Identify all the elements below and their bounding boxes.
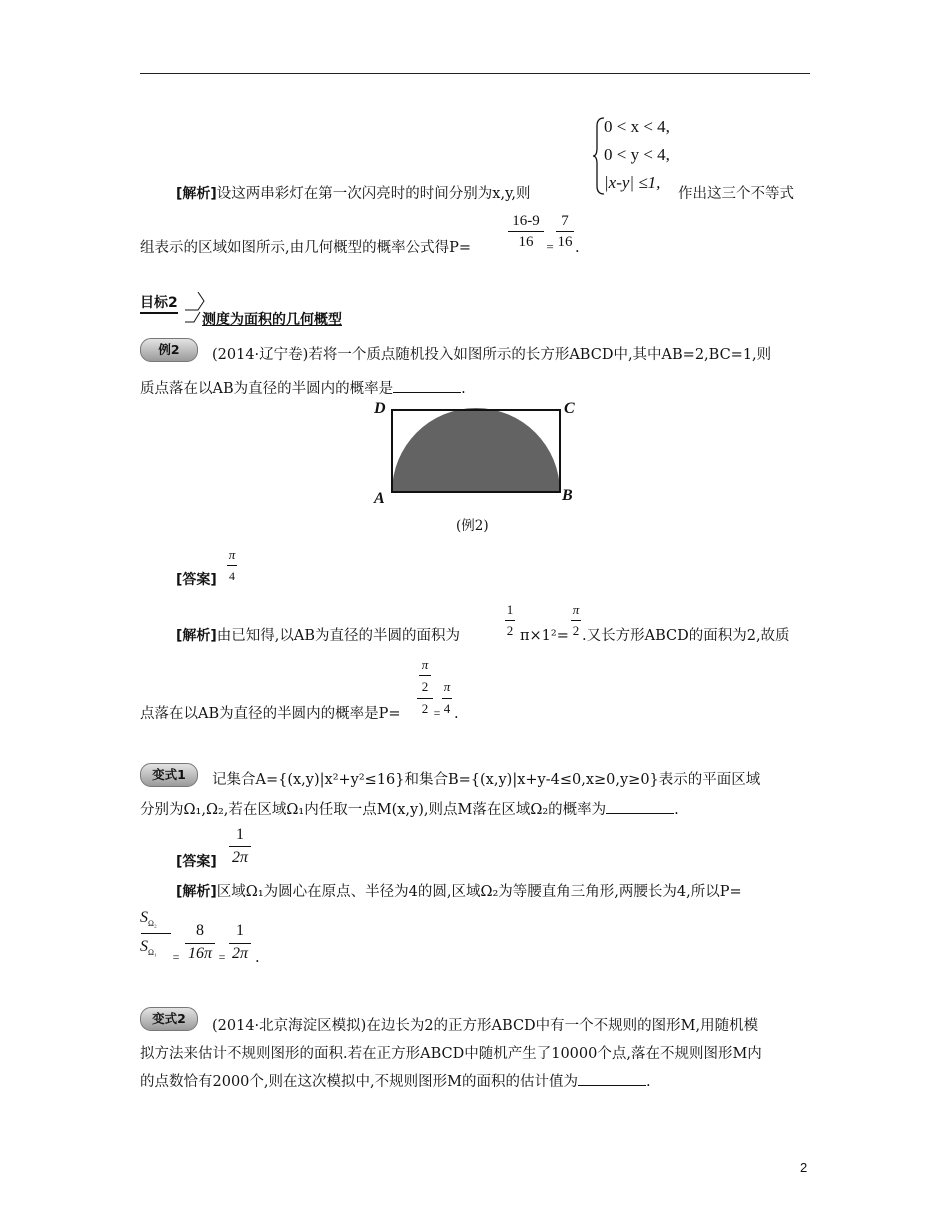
sol2-f3-num: π (443, 679, 451, 694)
nested-den: 2 (421, 701, 429, 716)
v1-eq1: = (172, 950, 180, 964)
system-line-2: 0 < y < 4, (604, 145, 670, 164)
sol-f1-den: 2 (506, 623, 514, 638)
variant2-badge: 变式2 (140, 1007, 198, 1031)
solution1-line1: [解析]设这两串彩灯在第一次闪亮时的时间分别为x,y,则 (176, 186, 531, 202)
frac2-num: 7 (561, 213, 569, 229)
variant2-text2: 拟方法来估计不规则图形的面积.若在正方形ABCD中随机产生了10000个点,落在不规则图形M内 (140, 1046, 762, 1062)
variant1-badge: 变式1 (140, 763, 198, 787)
analysis-label: [解析] (176, 186, 217, 202)
nested-top-den: 2 (421, 679, 429, 694)
v1-f2-bar (185, 943, 215, 944)
system-line-1: 0 < x < 4, (604, 117, 670, 136)
sol2-f3-den: 4 (443, 701, 451, 716)
v1-answer-num: 1 (236, 826, 244, 843)
semicircle-figure (390, 408, 562, 494)
v1-answer-den: 2π (231, 849, 248, 866)
v1-answer-bar (229, 846, 251, 847)
frac2-den: 16 (557, 234, 573, 250)
goal-title: 测度为面积的几何概型 (202, 312, 342, 328)
sol-mid: π×1²= (520, 628, 569, 644)
v1-f2-num: 8 (196, 922, 204, 939)
v1-end: . (255, 950, 260, 966)
label-C: C (564, 400, 575, 417)
v1-f3-num: 1 (236, 922, 244, 939)
sol2-end: . (454, 706, 459, 722)
frac1-den: 16 (518, 234, 534, 250)
sol-f2-num: π (572, 602, 580, 617)
v1-s-bar (141, 933, 171, 934)
v1-f3-bar (229, 943, 251, 944)
nested-top-bar (419, 675, 431, 676)
nested-top-num: π (421, 657, 429, 672)
sol-tail: .又长方形ABCD的面积为2,故质 (582, 628, 790, 644)
variant1-sol-line1: [解析]区域Ω₁为圆心在原点、半径为4的圆,区域Ω₂为等腰直角三角形,两腰长为4,所以P= (176, 884, 742, 900)
solution1-line1-tail: 作出这三个不等式 (678, 186, 794, 202)
variant1-text2: 分别为Ω₁,Ω₂,若在区域Ω₁内任取一点M(x,y),则点M落在区域Ω₂的概率为 . (140, 802, 679, 818)
sol2-eq: = (433, 706, 441, 720)
v1-s-den: $S_{\Omega_1}$ (140, 938, 157, 958)
label-D: D (374, 400, 386, 417)
nested-main-bar (417, 698, 433, 699)
header-rule (140, 73, 810, 74)
v1-f3-den: 2π (231, 945, 248, 962)
v1-f2-den: 16π (187, 945, 212, 962)
sol-f1-num: 1 (506, 602, 514, 617)
example2-text1: (2014·辽宁卷)若将一个质点随机投入如图所示的长方形ABCD中,其中AB=2,BC=1,则 (212, 347, 772, 363)
variant1-text1: 记集合A={(x,y)|x²+y²≤16}和集合B={(x,y)|x+y-4≤0,x≥0,y≥0}表示的平面区域 (212, 772, 761, 788)
answer-bar (227, 565, 237, 566)
answer-den: 4 (229, 569, 235, 583)
variant2-text3: 的点数恰有2000个,则在这次模拟中,不规则图形M的面积的估计值为 . (140, 1074, 651, 1090)
frac1-bar (508, 231, 544, 232)
example2-text2: 质点落在以AB为直径的半圆内的概率是 . (140, 381, 466, 397)
sol-f2-bar (571, 620, 581, 621)
system-line-3: |x-y| ≤1, (604, 173, 661, 192)
answer-blank (393, 379, 461, 393)
label-B: B (562, 487, 573, 504)
sol-f1-bar (505, 620, 515, 621)
page-number: 2 (800, 1160, 808, 1175)
answer-blank (606, 800, 674, 814)
sol2-f3-bar (442, 698, 452, 699)
example2-sol-line1: [解析]由已知得,以AB为直径的半圆的面积为 (176, 628, 461, 644)
example2-answer: [答案] (176, 572, 217, 588)
variant1-answer: [答案] (176, 854, 217, 870)
solution1-line2: 组表示的区域如图所示,由几何概型的概率公式得P= (140, 240, 472, 256)
period: . (575, 240, 580, 256)
example2-sol-line2: 点落在以AB为直径的半圆内的概率是P= (140, 706, 401, 722)
v1-eq2: = (218, 950, 226, 964)
frac2-bar (556, 231, 574, 232)
answer-blank (578, 1072, 646, 1086)
example-badge: 例2 (140, 338, 198, 362)
sol-f2-den: 2 (572, 623, 580, 638)
v1-s-num: $S_{\Omega_2}$ (140, 909, 157, 929)
figure-caption: (例2) (456, 518, 489, 534)
frac1-num: 16-9 (512, 213, 540, 229)
label-A: A (374, 490, 385, 507)
goal-tag: 目标2 (140, 294, 178, 314)
answer-num: π (228, 547, 236, 562)
variant2-text1: (2014·北京海淀区模拟)在边长为2的正方形ABCD中有一个不规则的图形M,用随机模 (212, 1018, 759, 1034)
eq-sign: = (546, 239, 554, 254)
